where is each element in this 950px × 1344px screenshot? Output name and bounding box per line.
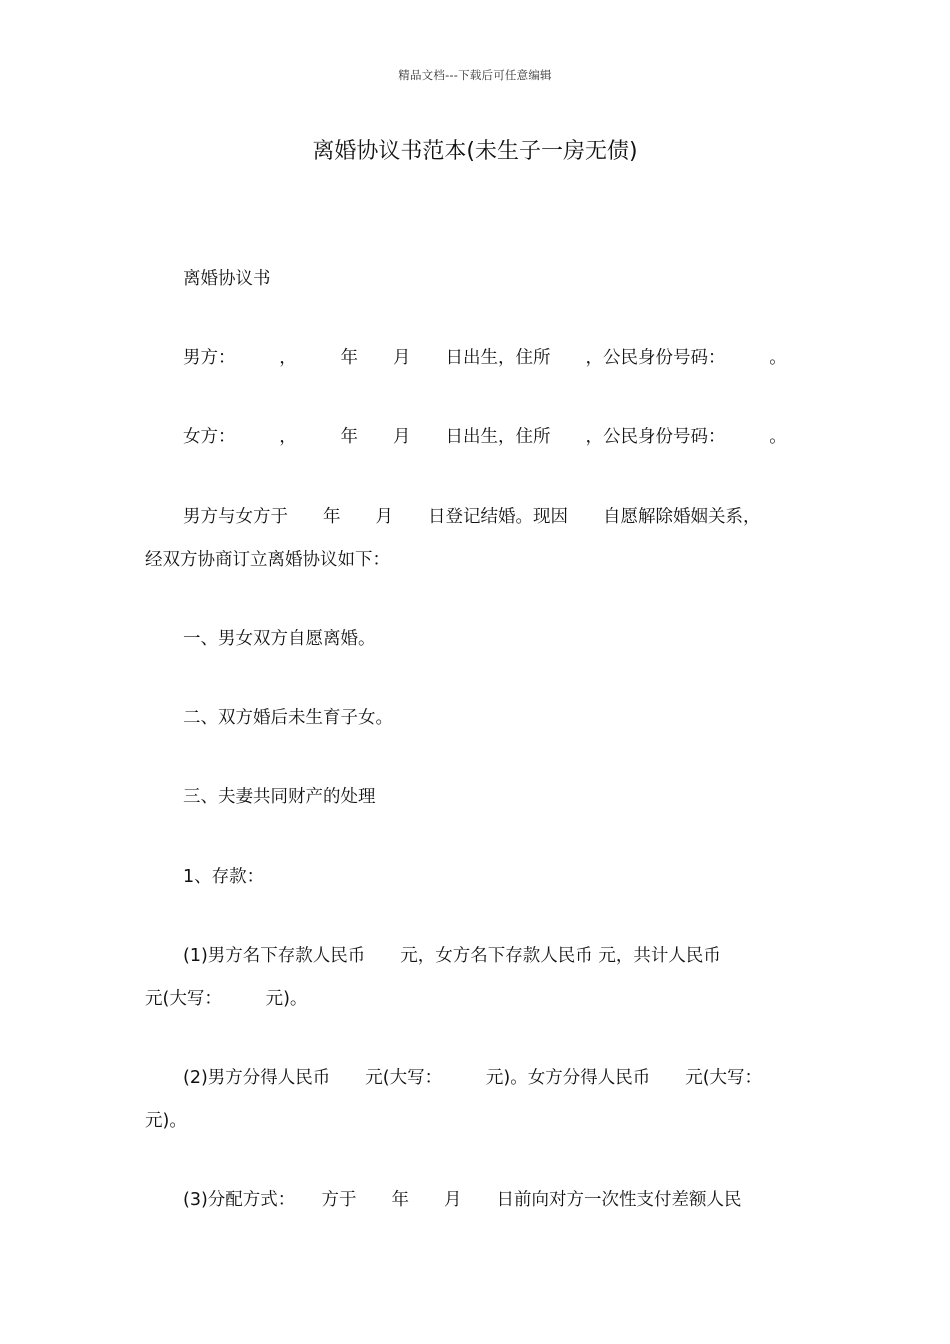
deposit-item-3-line-1: (3)分配方式： 方于 年 月 日前向对方一次性支付差额人民 [183, 1190, 742, 1210]
deposit-item-2-line-2: 元)。 [145, 1111, 187, 1131]
clause-3-heading: 三、夫妻共同财产的处理 [183, 787, 376, 807]
section-heading: 离婚协议书 [183, 269, 271, 289]
deposit-heading: 1、存款： [183, 867, 265, 887]
page-header: 精品文档---下载后可任意编辑 [398, 68, 552, 82]
document-title: 离婚协议书范本(未生子一房无债) [312, 139, 638, 164]
deposit-item-2-line-1: (2)男方分得人民币 元(大写： 元)。女方分得人民币 元(大写： [183, 1068, 763, 1088]
wife-info-line: 女方： ， 年 月 日出生，住所 ，公民身份号码： 。 [183, 427, 787, 447]
husband-info-line: 男方： ， 年 月 日出生，住所 ，公民身份号码： 。 [183, 348, 787, 368]
deposit-item-1-line-2: 元(大写： 元)。 [145, 989, 308, 1009]
deposit-item-1-line-1: (1)男方名下存款人民币 元，女方名下存款人民币 元，共计人民币 [183, 946, 721, 966]
marriage-paragraph-line-1: 男方与女方于 年 月 日登记结婚。现因 自愿解除婚姻关系， [183, 507, 761, 527]
marriage-paragraph-line-2: 经双方协商订立离婚协议如下： [145, 550, 390, 570]
clause-1: 一、男女双方自愿离婚。 [183, 629, 376, 649]
clause-2: 二、双方婚后未生育子女。 [183, 708, 393, 728]
